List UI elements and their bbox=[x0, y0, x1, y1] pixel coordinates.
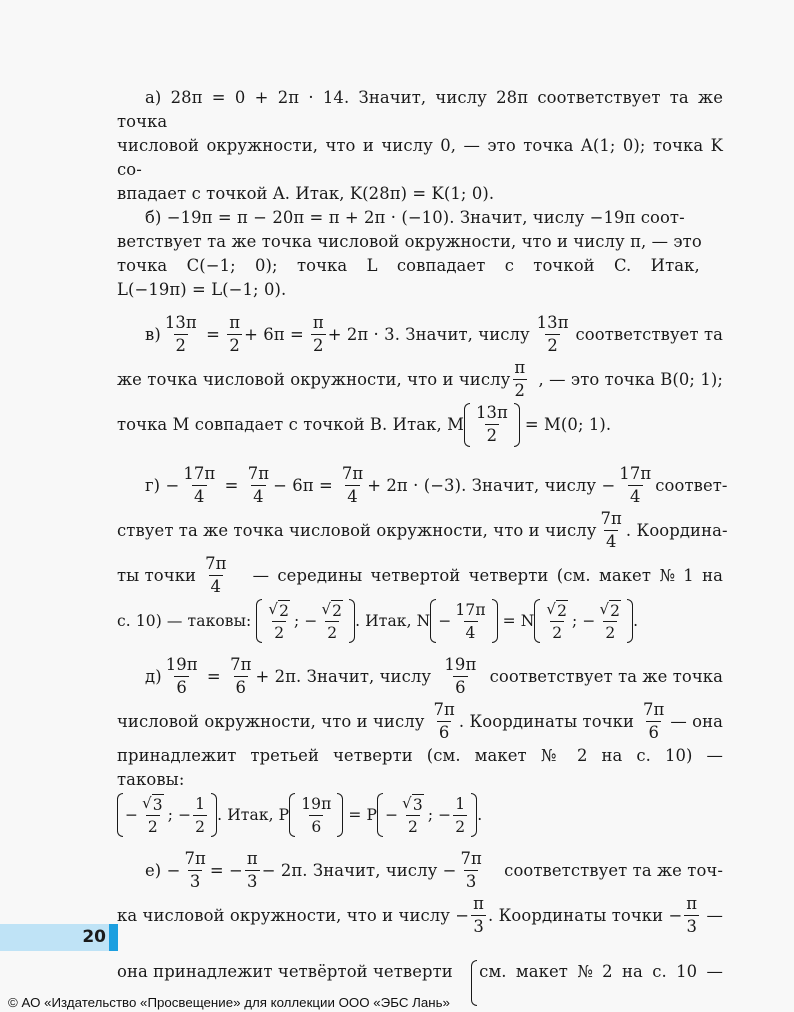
part-v-line-2: же точка числовой окружности, что и числу $\frac{\pi}{2}$ , — это точка B(0; 1); bbox=[117, 358, 723, 400]
part-e-label: е) − bbox=[145, 860, 181, 880]
part-d-line-3: принадлежит третьей четверти (см. макет № 2 на с. 10) — таковы: bbox=[117, 746, 723, 789]
part-b-line-1: б) −19π = π − 20π = π + 2π · (−10). Значит, числу −19π соот- bbox=[145, 208, 685, 227]
part-g-line-4: с. 10) — таковы: √ 2 2 ; − √ 2 2 . Итак, N − $\frac{17\pi}{4}$ = N √ 2 2 ; − √ 2 2 . bbox=[117, 600, 639, 642]
part-a-line-2: числовой окружности, что и числу 0, — это точка A(1; 0); точка K со- bbox=[117, 136, 723, 179]
fraction-19pi-6: $\frac{19\pi}{6}$ bbox=[165, 655, 198, 697]
fraction-sqrt2-2: √ 2 2 bbox=[599, 600, 621, 642]
fraction-7pi-3: $\frac{7\pi}{3}$ bbox=[184, 849, 206, 891]
part-v-line-1: в) $\frac{13\pi}{2}$ = $\frac{\pi}{2}$ + 6π = $\frac{\pi}{2}$ + 2π · 3. Значит, числу $\frac{13\pi}{2}$ соответствует та bbox=[145, 313, 723, 355]
fraction-7pi-3: $\frac{7\pi}{3}$ bbox=[460, 849, 482, 891]
fraction-sqrt2-2: √ 2 2 bbox=[321, 600, 343, 642]
fraction-7pi-4: $\frac{7\pi}{4}$ bbox=[600, 509, 622, 551]
part-a-line-3: впадает с точкой A. Итак, K(28π) = K(1; 0). bbox=[117, 184, 495, 203]
part-b-line-3 bbox=[117, 254, 723, 278]
fraction-7pi-6: $\frac{7\pi}{6}$ bbox=[643, 700, 665, 742]
part-e-line-2: ка числовой окружности, что и числу − $\frac{\pi}{3}$ . Координаты точки − $\frac{\pi}{3}$ — bbox=[117, 894, 723, 936]
fraction-13pi-2: $\frac{13\pi}{2}$ bbox=[164, 313, 197, 355]
fraction-17pi-4: $\frac{17\pi}{4}$ bbox=[619, 464, 652, 506]
fraction-19pi-6: $\frac{19\pi}{6}$ bbox=[444, 655, 477, 697]
part-g-line-3: ты точки $\frac{7\pi}{4}$ — середины четвертой четверти (см. макет № 1 на bbox=[117, 554, 723, 596]
part-b-line-2: ветствует та же точка числовой окружности, что и числу π, — это bbox=[117, 232, 702, 251]
fraction-7pi-4: $\frac{7\pi}{4}$ bbox=[247, 464, 270, 506]
fraction-13pi-2: $\frac{13\pi}{2}$ bbox=[536, 313, 569, 355]
fraction-pi-3: $\frac{\pi}{3}$ bbox=[246, 849, 258, 891]
fraction-pi-2: $\frac{\pi}{2}$ bbox=[312, 313, 324, 355]
fraction-sqrt3-2: √ 3 2 bbox=[402, 794, 423, 836]
part-d-label: д) bbox=[145, 666, 162, 686]
fraction-7pi-4: $\frac{7\pi}{4}$ bbox=[341, 464, 364, 506]
solution-text bbox=[117, 86, 728, 1006]
fraction-17pi-4: $\frac{17\pi}{4}$ bbox=[183, 464, 216, 506]
part-g-line-2: ствует та же точка числовой окружности, что и числу $\frac{7\pi}{4}$ . Координа- bbox=[117, 509, 728, 551]
page-number-bar-accent bbox=[109, 924, 118, 951]
fraction-7pi-6: $\frac{7\pi}{6}$ bbox=[433, 700, 455, 742]
fraction-7pi-6: $\frac{7\pi}{6}$ bbox=[230, 655, 252, 697]
part-d-line-1: д) $\frac{19\pi}{6}$ = $\frac{7\pi}{6}$ + 2π. Значит, числу $\frac{19\pi}{6}$ соответствует та же точка bbox=[145, 655, 723, 697]
part-g-line-1: г) − $\frac{17\pi}{4}$ = $\frac{7\pi}{4}$ − 6π = $\frac{7\pi}{4}$ + 2π · (−3). Значит, числу − $\frac{17\pi}{4}$ соответ- bbox=[145, 464, 728, 506]
fraction-pi-2: $\frac{\pi}{2}$ bbox=[514, 358, 526, 400]
fraction-17pi-4: $\frac{17\pi}{4}$ bbox=[455, 600, 486, 642]
copyright-notice: © АО «Издательство «Просвещение» для коллекции ООО «ЭБС Лань» bbox=[8, 995, 450, 1010]
fraction-pi-3: $\frac{\pi}{3}$ bbox=[686, 894, 698, 936]
fraction-sqrt3-2: √ 3 2 bbox=[142, 794, 163, 836]
fraction-pi-2: $\frac{\pi}{2}$ bbox=[229, 313, 241, 355]
part-b-line-4: L(−19π) = L(−1; 0). bbox=[117, 280, 287, 299]
fraction-1-2: $\frac{1}{2}$ bbox=[455, 794, 466, 836]
part-a-line-1: а) 28π = 0 + 2π · 14. Значит, числу 28π соответствует та же точка bbox=[117, 88, 723, 131]
fraction-13pi-2: $\frac{13\pi}{2}$ bbox=[475, 403, 508, 445]
part-d-line-4: − √ 3 2 ; − $\frac{1}{2}$ . Итак, P $\frac{19\pi}{6}$ = P − √ 3 2 ; − $\frac{1}{2}$ . bbox=[117, 792, 723, 838]
part-e-line-3: она принадлежит четвёртой четверти см. макет № 2 на с. 10 — bbox=[117, 938, 723, 1006]
part-e-line-1: е) − $\frac{7\pi}{3}$ = − $\frac{\pi}{3}$ − 2π. Значит, числу − $\frac{7\pi}{3}$ соответствует та же точ- bbox=[145, 849, 723, 891]
part-v-line-3: точка M совпадает с точкой B. Итак, M $\frac{13\pi}{2}$ = M(0; 1). bbox=[117, 403, 612, 445]
fraction-sqrt2-2: √ 2 2 bbox=[546, 600, 568, 642]
page-number: 20 bbox=[82, 927, 106, 947]
part-b-line-3-text: точка C(−1; 0); точка L совпадает с точкой C. Итак, bbox=[117, 256, 700, 275]
part-d-line-2: числовой окружности, что и числу $\frac{7\pi}{6}$ . Координаты точки $\frac{7\pi}{6}$ — она bbox=[117, 700, 723, 742]
fraction-19pi-6: $\frac{19\pi}{6}$ bbox=[301, 794, 332, 836]
part-g-label: г) − bbox=[145, 475, 180, 495]
fraction-sqrt2-2: √ 2 2 bbox=[268, 600, 290, 642]
fraction-7pi-4: $\frac{7\pi}{4}$ bbox=[205, 554, 227, 596]
part-v-label: в) bbox=[145, 324, 161, 344]
fraction-1-2: $\frac{1}{2}$ bbox=[195, 794, 206, 836]
fraction-pi-3: $\frac{\pi}{3}$ bbox=[473, 894, 485, 936]
